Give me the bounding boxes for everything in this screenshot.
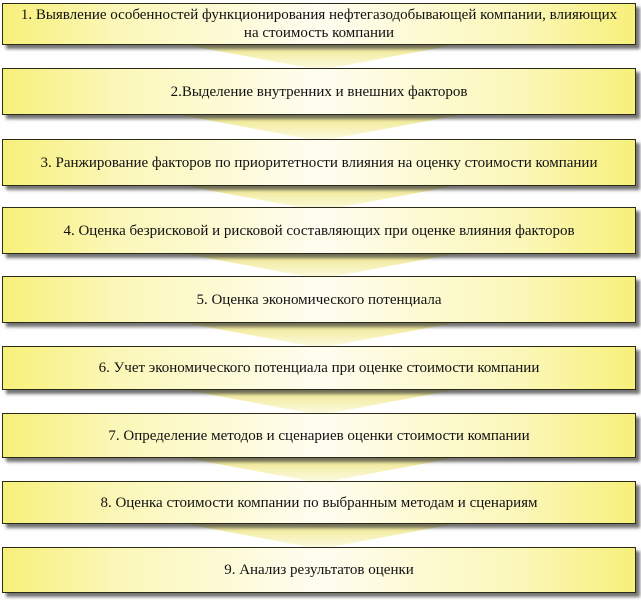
step-box-4 [2, 207, 636, 254]
step-text-8: 8. Оценка стоимости компании по выбранным методам и сценариям [100, 494, 538, 511]
step-box-1 [2, 3, 636, 45]
step-text-4: 4. Оценка безрисковой и рисковой составляющих при оценке влияния факторов [63, 222, 575, 239]
down-arrow-6 [180, 389, 460, 415]
down-arrow-8 [180, 523, 460, 549]
down-arrow-7 [180, 457, 460, 483]
step-box-8 [2, 481, 636, 524]
step-box-2 [2, 68, 636, 115]
step-box-3 [2, 139, 636, 186]
step-box-5 [2, 276, 636, 323]
step-text-6: 6. Учет экономического потенциала при оценке стоимости компании [98, 360, 540, 376]
step-text-1: 1. Выявление особенностей функционирования нефтегазодобывающей компании, влияющих на стоимость компании [20, 7, 618, 41]
step-text-7: 7. Определение методов и сценариев оценки стоимости компании [108, 427, 530, 444]
step-text-5: 5. Оценка экономического потенциала [196, 291, 442, 308]
down-arrow-2 [180, 115, 460, 141]
step-text-9: 9. Анализ результатов оценки [224, 562, 414, 578]
step-text-2: 2.Выделение внутренних и внешних факторов [170, 83, 468, 100]
step-box-7 [2, 413, 636, 458]
step-box-9 [2, 547, 636, 593]
step-text-3: 3. Ранжирование факторов по приоритетности влияния на оценку стоимости компании [40, 154, 598, 171]
down-arrow-5 [180, 322, 460, 348]
step-box-6 [2, 346, 636, 390]
down-arrow-1 [180, 44, 460, 70]
